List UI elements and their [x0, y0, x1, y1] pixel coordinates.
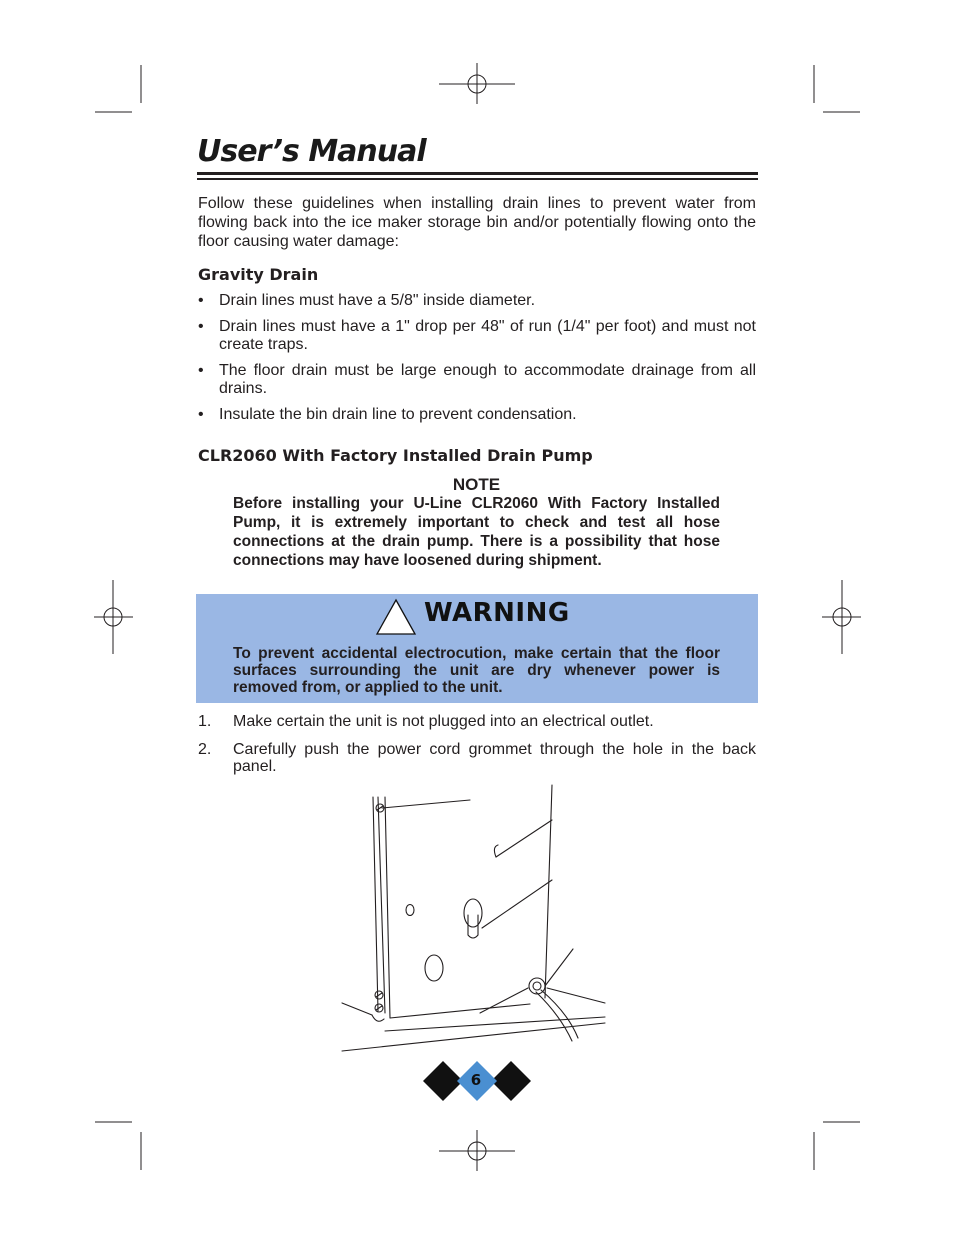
- title-rule-thick: [197, 172, 758, 175]
- page-number: 6: [470, 1071, 482, 1089]
- note-heading: NOTE: [452, 475, 501, 494]
- gravity-drain-heading: Gravity Drain: [198, 265, 319, 284]
- list-item: • Drain lines must have a 1" drop per 48" of run (1/4" per foot) and must not create traps.: [198, 318, 756, 353]
- warning-title: WARNING: [424, 598, 570, 628]
- intro-paragraph: Follow these guidelines when installing drain lines to prevent water from flowing back into the ice maker storage bin and/or potentially flowing onto the floor causing water damage:: [198, 195, 756, 250]
- warning-triangle-icon: [375, 598, 417, 636]
- page-title: User’s Manual: [197, 134, 426, 169]
- warning-text: To prevent accidental electrocution, make certain that the floor surfaces surrounding the unit are dry whenever power is removed from, or applied to the unit.: [233, 645, 720, 696]
- title-rule-thin: [197, 178, 758, 180]
- warning-box: [196, 594, 758, 703]
- note-text: Before installing your U-Line CLR2060 With Factory Installed Pump, it is extremely important to check and test all hose connections at the drain pump. There is a possibility that hose connections may have loosened during shipment.: [233, 495, 720, 569]
- list-item: 1. Make certain the unit is not plugged into an electrical outlet.: [198, 713, 654, 730]
- list-item: • Insulate the bin drain line to prevent condensation.: [198, 406, 577, 423]
- gravity-drain-list: [198, 292, 756, 432]
- list-item: • Drain lines must have a 5/8" inside diameter.: [198, 292, 536, 309]
- back-panel-illustration: [340, 783, 610, 1055]
- pump-section-heading: CLR2060 With Factory Installed Drain Pump: [198, 446, 593, 465]
- list-item: • The floor drain must be large enough to accommodate drainage from all drains.: [198, 362, 756, 397]
- steps-list: [198, 713, 756, 786]
- list-item: 2. Carefully push the power cord grommet through the hole in the back panel.: [198, 741, 756, 775]
